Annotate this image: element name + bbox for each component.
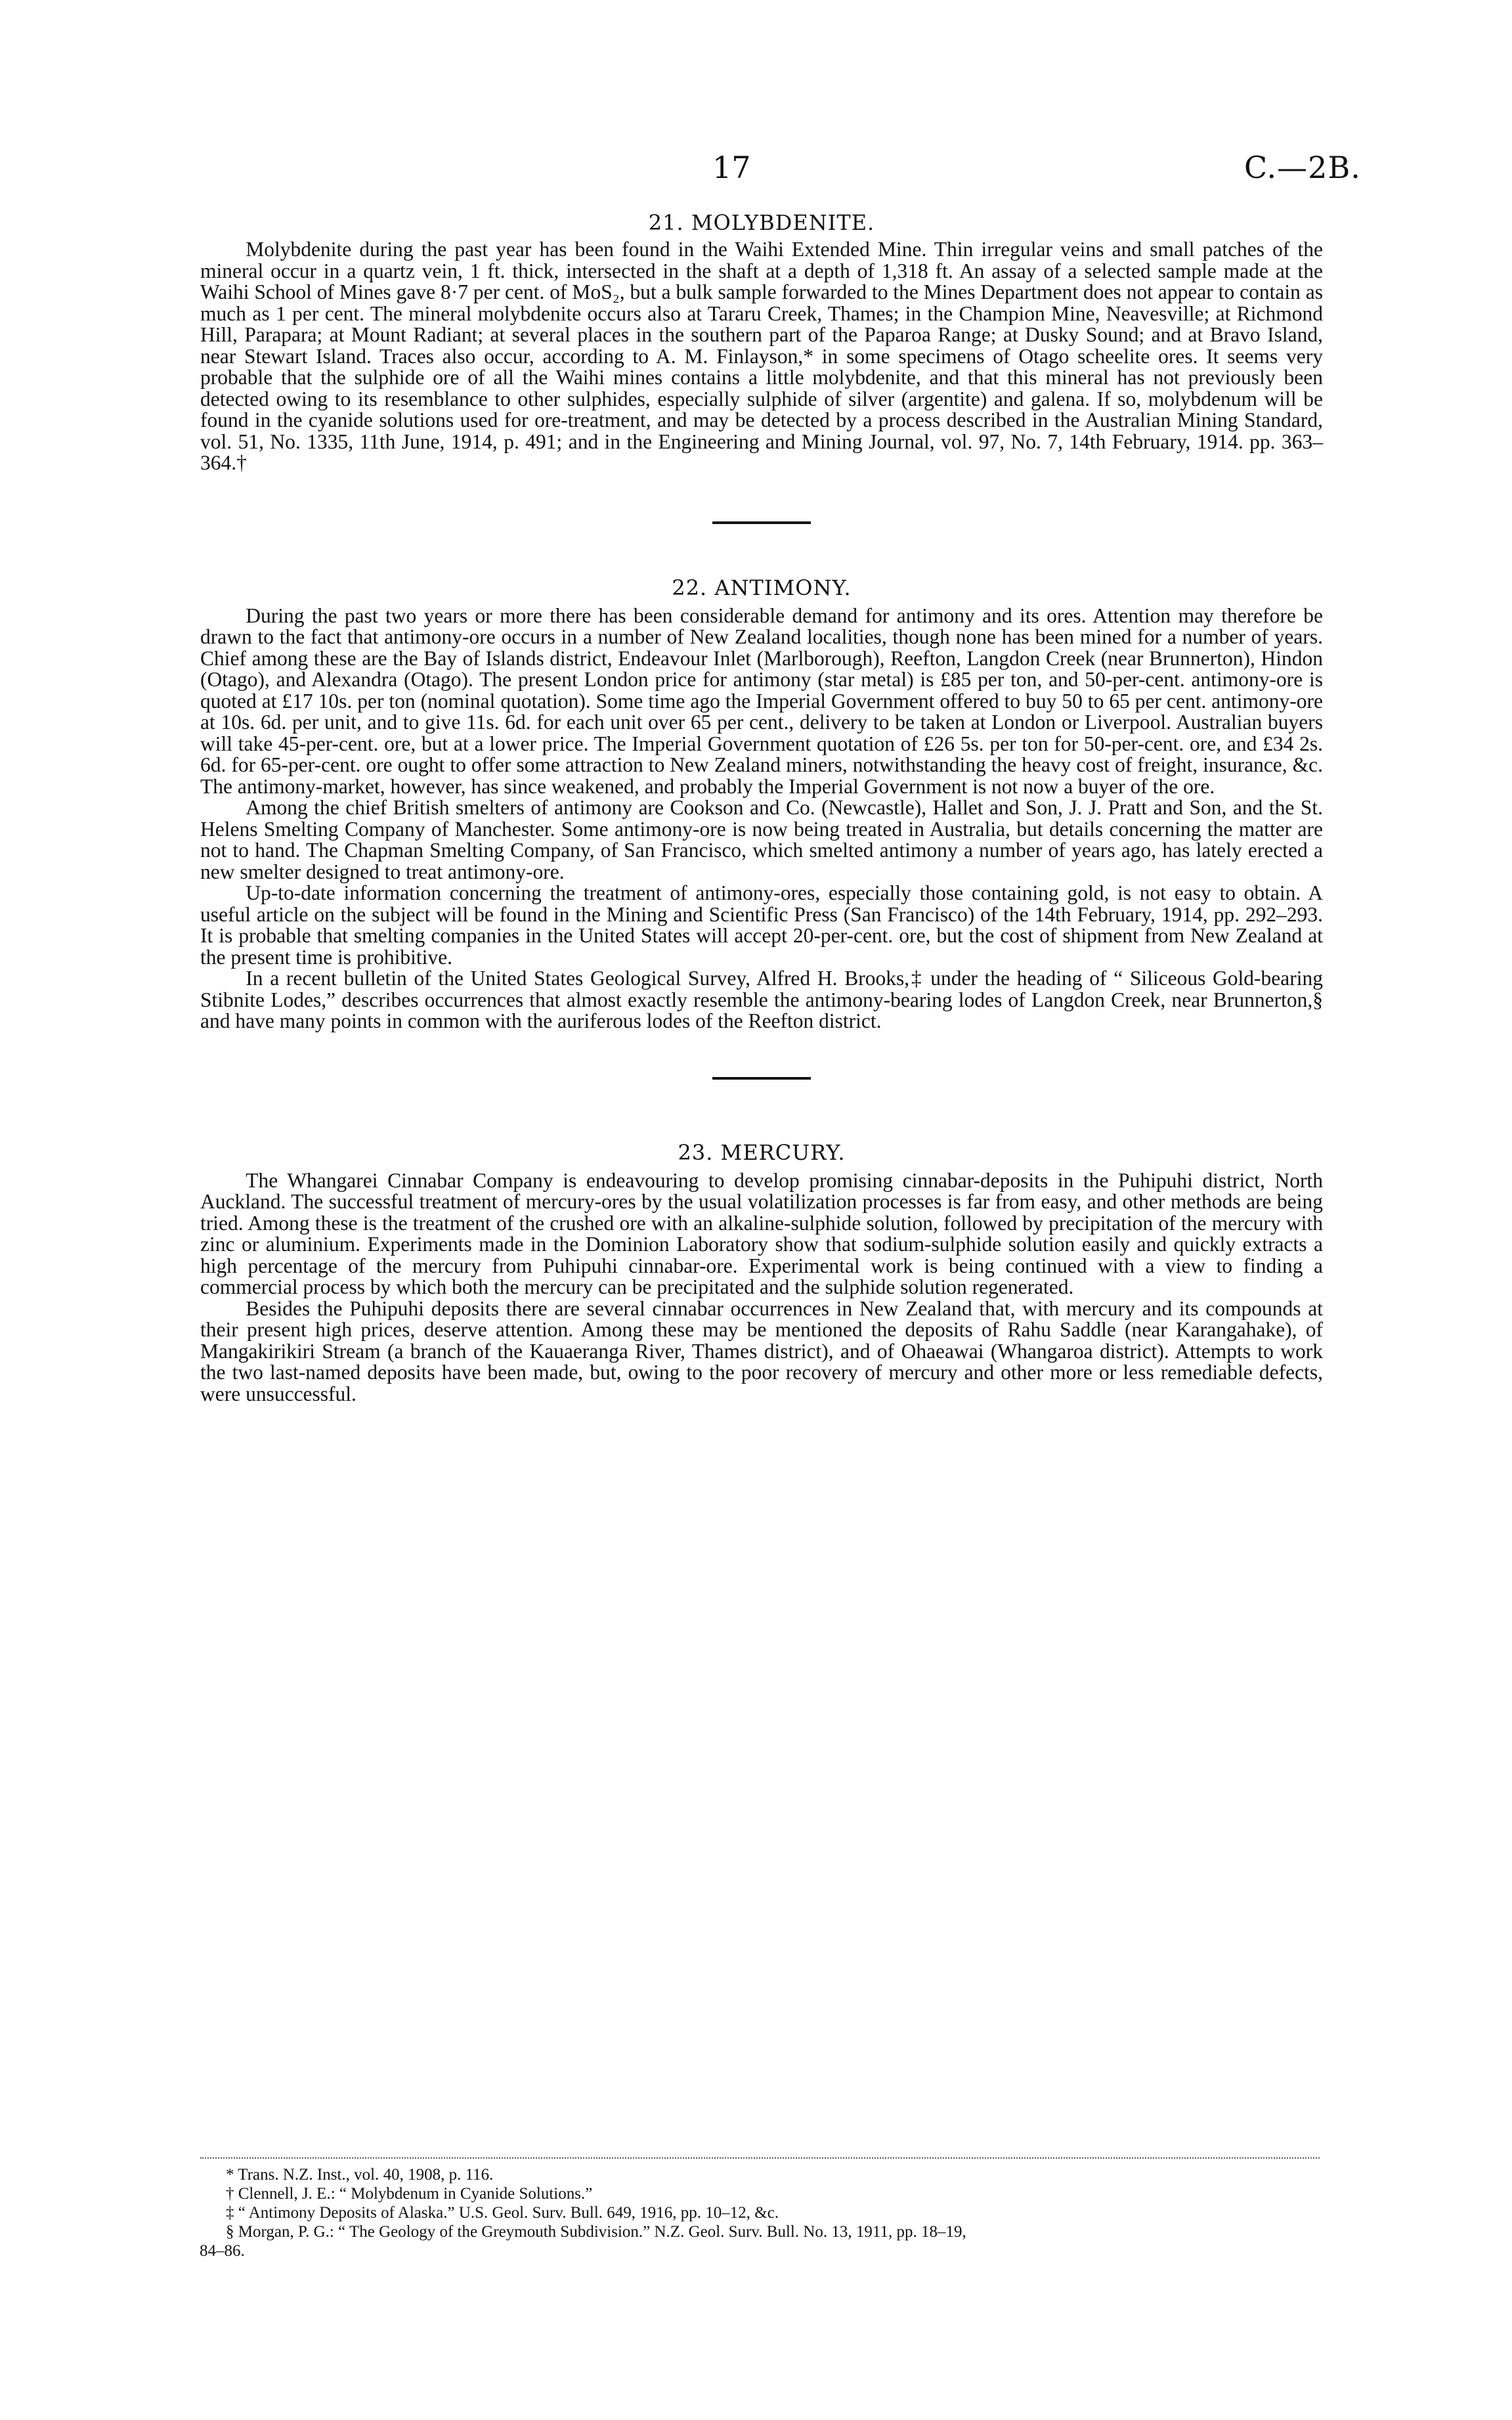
section-antimony [200, 575, 1323, 1032]
footnote-continuation: 84–86. [200, 2242, 245, 2260]
footnotes [200, 2157, 1323, 2260]
footnote: † Clennell, J. E.: “ Molybdenum in Cyanide Solutions.” [226, 2185, 593, 2203]
paragraph: The Whangarei Cinnabar Company is endeavouring to develop promising cinnabar-deposits in the Puhipuhi district, North Auckland. The successful treatment of mercury-ores by the usual volatilization processes is far from easy, and other methods are being tried. Among these is the treatment of the crushed ore with an alkaline-sulphide solution, followed by precipitation of the mercury with zinc or aluminium. Experiments made in the Dominion Laboratory show that sodium-sulphide solution easily and quickly extracts a high percentage of the mercury from Puhipuhi cinnabar-ore. Experimental work is being continued with a view to finding a commercial process by which both the mercury can be precipitated and the sulphide solution regenerated. [200, 1168, 1323, 1298]
footnote: * Trans. N.Z. Inst., vol. 40, 1908, p. 116. [226, 2166, 494, 2184]
page-body [200, 210, 1323, 1405]
section-molybdenite [200, 210, 1323, 474]
paragraph: Besides the Puhipuhi deposits there are several cinnabar occurrences in New Zealand that, with mercury and its compounds at their present high prices, deserve attention. Among these may be mentioned the deposits of Rahu Saddle (near Karangahake), of Mangakirikiri Stream (a branch of the Kauaeranga River, Thames district), and of Ohaeawai (Whangaroa district). Attempts to work the two last-named deposits have been made, but, owing to the poor recovery of mercury and other more or less remediable defects, were unsuccessful. [200, 1296, 1323, 1405]
section-divider [712, 1077, 811, 1080]
section-divider [712, 521, 811, 524]
section-heading: 23. MERCURY. [678, 1139, 846, 1165]
footnote: § Morgan, P. G.: “ The Geology of the Greymouth Subdivision.” N.Z. Geol. Surv. Bull. No. 13, 1911, pp. 18–19, [226, 2223, 966, 2241]
page-number: 17 [712, 150, 751, 185]
footnote: ‡ “ Antimony Deposits of Alaska.” U.S. Geol. Surv. Bull. 649, 1916, pp. 10–12, &c. [226, 2204, 779, 2222]
section-mercury [200, 1140, 1323, 1405]
paragraph: In a recent bulletin of the United States Geological Survey, Alfred H. Brooks,‡ under the heading of “ Siliceous Gold-bearing Stibnite Lodes,” describes occurrences that almost exactly resemble the antimony-bearing lodes of Langdon Creek, near Brunnerton,§ and have many points in common with the auriferous lodes of the Reefton district. [200, 967, 1323, 1032]
paragraph: Among the chief British smelters of antimony are Cookson and Co. (Newcastle), Hallet and Son, J. J. Pratt and Son, and the St. Helens Smelting Company of Manchester. Some antimony-ore is now being treated in Australia, but details concerning the matter are not to hand. The Chapman Smelting Company, of San Francisco, which smelted antimony a number of years ago, has lately erected a new smelter designed to treat antimony-ore. [200, 796, 1323, 883]
section-heading: 22. ANTIMONY. [672, 575, 852, 600]
section-heading: 21. MOLYBDENITE. [648, 210, 875, 235]
paragraph: Up-to-date information concerning the treatment of antimony-ores, especially those containing gold, is not easy to obtain. A useful article on the subject will be found in the Mining and Scientific Press (San Francisco) of the 14th February, 1914, pp. 292–293. It is probable that smelting companies in the United States will accept 20-per-cent. ore, but the cost of shipment from New Zealand at the present time is prohibitive. [200, 881, 1323, 969]
footnote-divider [200, 2157, 1320, 2159]
paragraph: Molybdenite during the past year has been found in the Waihi Extended Mine. Thin irregular veins and small patches of the mineral occur in a quartz vein, 1 ft. thick, intersected in the shaft at a depth of 1,318 ft. An assay of a selected sample made at the Waihi School of Mines gave 8·7 per cent. of MoS₂, but a bulk sample forwarded to the Mines Department does not appear to contain as much as 1 per cent. The mineral molybdenite occurs also at Tararu Creek, Thames; in the Champion Mine, Neavesville; at Richmond Hill, Parapara; at Mount Radiant; at several places in the southern part of the Paparoa Range; at Dusky Sound; and at Bravo Island, near Stewart Island. Traces also occur, according to A. M. Finlayson,* in some specimens of Otago scheelite ores. It seems very probable that the sulphide ore of all the Waihi mines contains a little molybdenite, and that this mineral has not previously been detected owing to its resemblance to other sulphides, especially sulphide of silver (argentite) and galena. If so, molybdenum will be found in the cyanide solutions used for ore-treatment, and may be detected by a process described in the Australian Mining Standard, vol. 51, No. 1335, 11th June, 1914, p. 491; and in the Engineering and Mining Journal, vol. 97, No. 7, 14th February, 1914. pp. 363–364.† [200, 238, 1323, 474]
paragraph: During the past two years or more there has been considerable demand for antimony and its ores. Attention may therefore be drawn to the fact that antimony-ore occurs in a number of New Zealand localities, though none has been mined for a number of years. Chief among these are the Bay of Islands district, Endeavour Inlet (Marlborough), Reefton, Langdon Creek (near Brunnerton), Hindon (Otago), and Alexandra (Otago). The present London price for antimony (star metal) is £85 per ton, and 50-per-cent. antimony-ore is quoted at £17 10s. per ton (nominal quotation). Some time ago the Imperial Government offered to buy 50 to 65 per cent. antimony-ore at 10s. 6d. per unit, and to give 11s. 6d. for each unit over 65 per cent., delivery to be taken at London or Liverpool. Australian buyers will take 45-per-cent. ore, but at a lower price. The Imperial Government quotation of £26 5s. per ton for 50-per-cent. ore, and £34 2s. 6d. for 65-per-cent. ore ought to offer some attraction to New Zealand miners, notwithstanding the heavy cost of freight, insurance, &c. The antimony-market, however, has since weakened, and probably the Imperial Government is not now a buyer of the ore. [200, 604, 1323, 798]
page-header [0, 150, 1512, 189]
document-reference: C.—2B. [1244, 150, 1361, 185]
